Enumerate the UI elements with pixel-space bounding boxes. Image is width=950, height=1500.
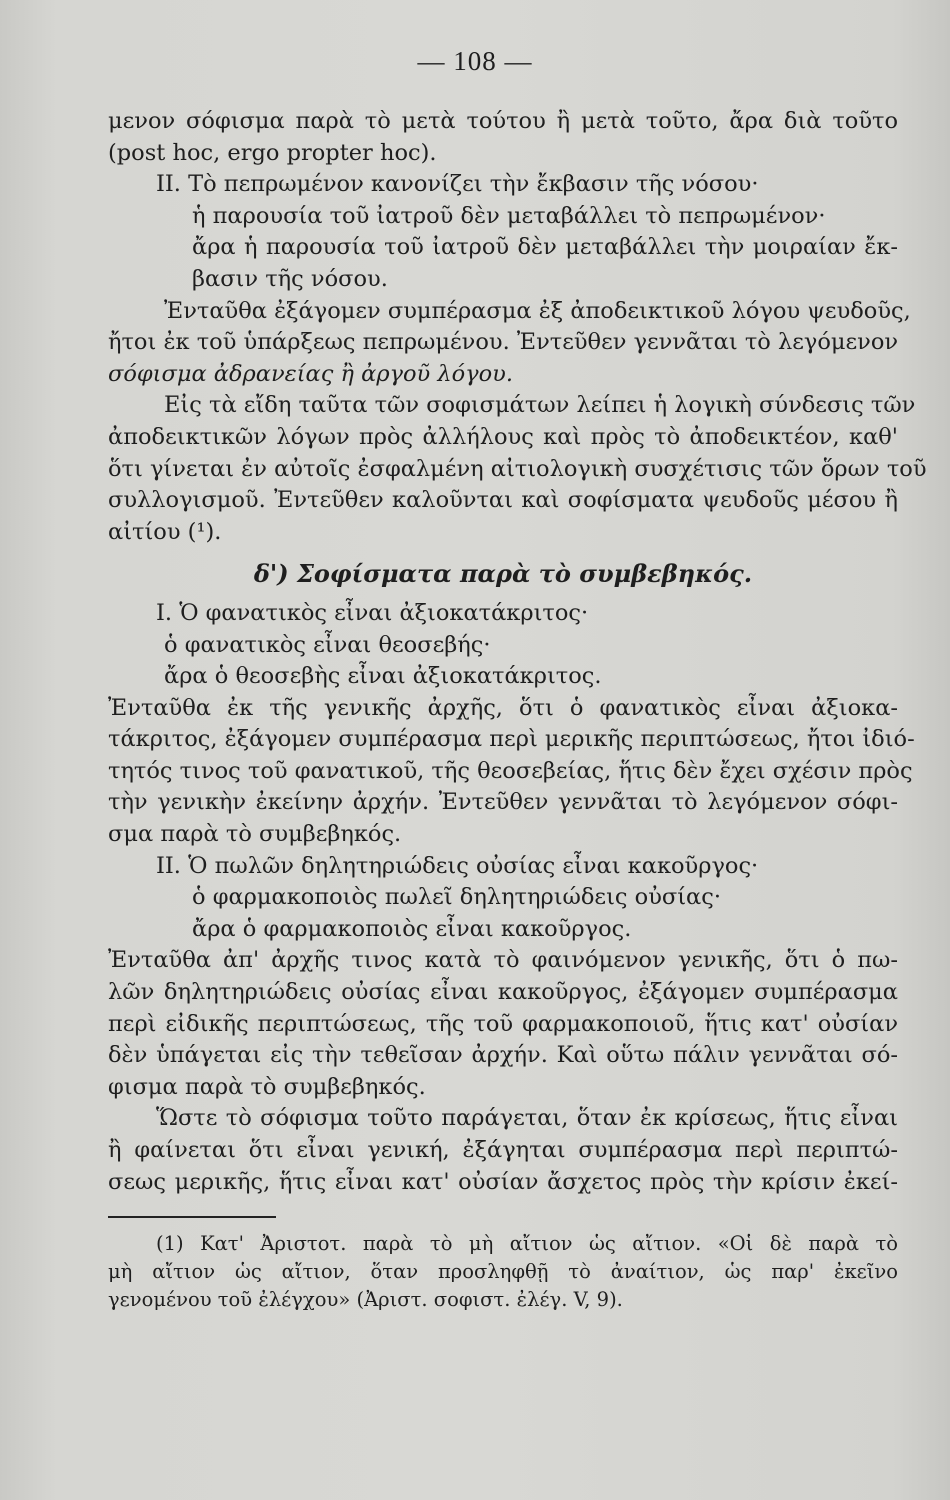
text-line: ἄρα ὁ φαρμακοποιὸς εἶναι κακοῦργος. [192,915,632,942]
text-line: περὶ εἰδικῆς περιπτώσεως, τῆς τοῦ φαρμακοποιοῦ, ἥτις κατ' οὐσίαν [108,1010,898,1037]
text-line: ὁ φανατικὸς εἶναι θεοσεβής· [164,631,491,658]
text-line: Ὥστε τὸ σόφισμα τοῦτο παράγεται, ὅταν ἐκ κρίσεως, ἥτις εἶναι [156,1105,898,1132]
body-text [108,106,927,1314]
footnote [108,1230,898,1314]
text-line: II. Ὁ πωλῶν δηλητηριώδεις οὐσίας εἶναι κακοῦργος· [156,852,759,879]
text-line: δὲν ὑπάγεται εἰς τὴν τεθεῖσαν ἀρχήν. Καὶ οὕτω πάλιν γεννᾶται σό- [108,1042,898,1069]
text-line: Ἐνταῦθα ἀπ' ἀρχῆς τινος κατὰ τὸ φαινόμενον γενικῆς, ὅτι ὁ πω- [108,947,898,974]
text-line: τάκριτος, ἐξάγομεν συμπέρασμα περὶ μερικῆς περιπτώσεως, ἤτοι ἰδιό- [108,726,915,753]
text-line: ὁ φαρμακοποιὸς πωλεῖ δηλητηριώδεις οὐσίας· [192,884,722,911]
page-number: — 108 — [417,46,533,76]
text-line: ἄρα ἡ παρουσία τοῦ ἰατροῦ δὲν μεταβάλλει τὴν μοιραίαν ἔκ- [192,234,898,261]
text-line: II. Τὸ πεπρωμένον κανονίζει τὴν ἔκβασιν τῆς νόσου· [156,171,759,198]
text-line: τὴν γενικὴν ἐκείνην ἀρχήν. Ἐντεῦθεν γεννᾶται τὸ λεγόμενον σόφι- [108,789,898,816]
text-line: σόφισμα ἀδρανείας ἢ ἀργοῦ λόγου. [108,360,513,387]
section-heading: δ') Σοφίσματα παρὰ τὸ συμβεβηκός. [253,559,753,589]
text-line: Ἐνταῦθα ἐκ τῆς γενικῆς ἀρχῆς, ὅτι ὁ φανατικὸς εἶναι ἀξιοκα- [108,694,898,721]
text-line: ἀποδεικτικῶν λόγων πρὸς ἀλλήλους καὶ πρὸς τὸ ἀποδεικτέον, καθ' [108,423,898,450]
text-line: Ἐνταῦθα ἐξάγομεν συμπέρασμα ἐξ ἀποδεικτικοῦ λόγου ψευδοῦς, [164,297,911,324]
footnote-divider [108,1216,276,1218]
text-line: μενον σόφισμα παρὰ τὸ μετὰ τούτου ἢ μετὰ τοῦτο, ἄρα διὰ τοῦτο [108,108,898,134]
text-line: Εἰς τὰ εἴδη ταῦτα τῶν σοφισμάτων λείπει ἡ λογικὴ σύνδεσις τῶν [164,392,916,419]
text-line: (post hoc, ergo propter hoc). [108,139,437,166]
footnote-line: μὴ αἴτιον ὡς αἴτιον, ὅταν προσληφθῇ τὸ ἀναίτιον, ὡς παρ' ἐκεῖνο [108,1260,898,1284]
text-line: ἢ φαίνεται ὅτι εἶναι γενική, ἐξάγηται συμπέρασμα περὶ περιπτώ- [108,1137,898,1163]
text-line: συλλογισμοῦ. Ἐντεῦθεν καλοῦνται καὶ σοφίσματα ψευδοῦς μέσου ἢ [108,487,898,514]
text-line: φισμα παρὰ τὸ συμβεβηκός. [108,1073,426,1100]
footnote-line: (1) Κατ' Ἀριστοτ. παρὰ τὸ μὴ αἴτιον ὡς αἴτιον. «Οἱ δὲ παρὰ τὸ [156,1232,898,1256]
text-line: ὅτι γίνεται ἐν αὐτοῖς ἐσφαλμένη αἰτιολογικὴ συσχέτισις τῶν ὅρων τοῦ [108,455,927,482]
text-line: λῶν δηλητηριώδεις οὐσίας εἶναι κακοῦργος, ἐξάγομεν συμπέρασμα [108,979,898,1006]
text-line: αἰτίου (¹). [108,518,222,545]
text-line: σεως μερικῆς, ἥτις εἶναι κατ' οὐσίαν ἄσχετος πρὸς τὴν κρίσιν ἐκεί- [108,1168,898,1195]
text-line: I. Ὁ φανατικὸς εἶναι ἀξιοκατάκριτος· [156,599,589,626]
text-line: ἄρα ὁ θεοσεβὴς εἶναι ἀξιοκατάκριτος. [164,663,602,690]
text-line: βασιν τῆς νόσου. [192,265,388,292]
text-line: ἡ παρουσία τοῦ ἰατροῦ δὲν μεταβάλλει τὸ πεπρωμένον· [192,202,826,229]
footnote-line: γενομένου τοῦ ἐλέγχου» (Ἀριστ. σοφιστ. ἐλέγ. V, 9). [108,1288,623,1312]
text-line: τητός τινος τοῦ φανατικοῦ, τῆς θεοσεβείας, ἥτις δὲν ἔχει σχέσιν πρὸς [108,757,913,784]
text-line: σμα παρὰ τὸ συμβεβηκός. [108,821,402,848]
text-line: ἤτοι ἐκ τοῦ ὑπάρξεως πεπρωμένου. Ἐντεῦθεν γεννᾶται τὸ λεγόμενον [108,329,899,356]
